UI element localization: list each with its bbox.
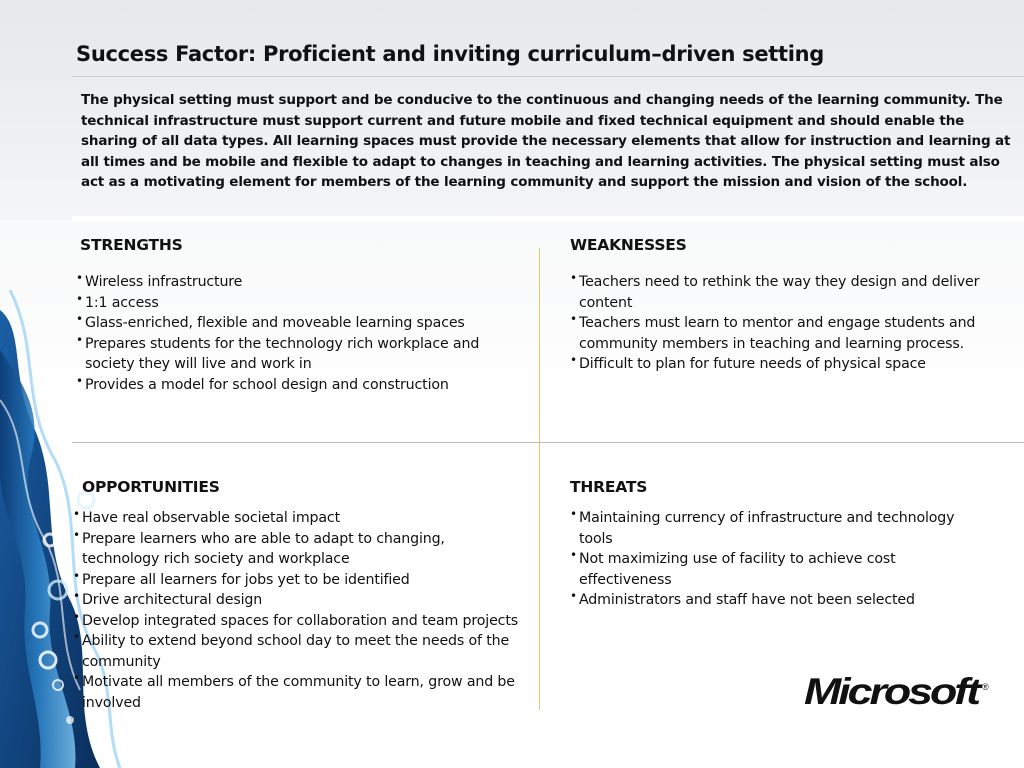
microsoft-logo: [804, 672, 994, 710]
list-item: [570, 272, 990, 313]
bullet-icon: •: [76, 312, 83, 326]
bullet-icon: •: [73, 527, 80, 542]
list-item-text: Ability to extend beyond school day to meet the needs of the community: [82, 633, 510, 670]
list-item: [73, 611, 518, 632]
quadrant-vertical-divider: [539, 248, 540, 710]
bullet-icon: •: [570, 271, 577, 285]
strengths-list: [76, 272, 532, 395]
threats-heading: THREATS: [570, 478, 648, 496]
bullet-icon: •: [73, 589, 80, 603]
slide-title: Success Factor: Proficient and inviting curriculum–driven setting: [76, 42, 825, 66]
bullet-icon: •: [73, 568, 80, 583]
quadrant-horizontal-divider: [72, 442, 1024, 443]
list-item-text: Not maximizing use of facility to achieve cost effectiveness: [579, 551, 896, 588]
list-item-text: Prepares students for the technology rich workplace and society they will live and work in: [85, 335, 480, 372]
list-item: [73, 570, 518, 591]
strengths-heading: STRENGTHS: [80, 236, 183, 254]
list-item: [570, 354, 990, 375]
title-divider: [72, 76, 1024, 77]
list-item: [570, 549, 990, 590]
bullet-icon: •: [76, 373, 83, 388]
bullet-icon: •: [570, 312, 577, 326]
list-item-text: Wireless infrastructure: [85, 274, 243, 290]
bullet-icon: •: [570, 589, 577, 603]
bullet-icon: •: [76, 271, 83, 285]
list-item-text: Prepare learners who are able to adapt to changing, technology rich society and workplace: [82, 530, 445, 567]
bullet-icon: •: [570, 548, 577, 562]
list-item-text: Provides a model for school design and construction: [85, 376, 449, 393]
opportunities-heading: OPPORTUNITIES: [82, 478, 220, 496]
list-item: [570, 313, 990, 354]
list-item: [76, 293, 532, 314]
list-item: [570, 590, 990, 611]
bullet-icon: •: [73, 609, 80, 624]
list-item: [73, 590, 518, 611]
list-item-text: Teachers must learn to mentor and engage students and community members in teaching and learning process.: [579, 315, 976, 352]
logo-wordmark: Microsoft: [804, 672, 984, 710]
bullet-icon: •: [570, 353, 577, 367]
list-item-text: Administrators and staff have not been selected: [579, 592, 915, 608]
list-item-text: Develop integrated spaces for collaboration and team projects: [82, 612, 518, 629]
bullet-icon: •: [73, 507, 80, 521]
list-item: [73, 631, 518, 672]
weaknesses-list: [570, 272, 990, 375]
list-item: [76, 334, 532, 375]
list-item-text: Teachers need to rethink the way they design and deliver content: [579, 274, 980, 311]
list-item-text: Have real observable societal impact: [82, 510, 340, 526]
threats-list: [570, 508, 990, 611]
list-item-text: Maintaining currency of infrastructure and technology tools: [579, 510, 955, 547]
opportunities-list: [73, 508, 518, 713]
list-item-text: 1:1 access: [85, 294, 159, 311]
list-item: [76, 272, 532, 293]
list-item: [73, 672, 518, 713]
list-item: [76, 375, 532, 396]
list-item: [73, 529, 518, 570]
list-item-text: Glass-enriched, flexible and moveable learning spaces: [85, 315, 465, 331]
bullet-icon: •: [76, 291, 83, 306]
registered-mark: ®: [982, 682, 989, 692]
bullet-icon: •: [76, 332, 83, 347]
list-item: [570, 508, 990, 549]
list-item-text: Drive architectural design: [82, 592, 263, 608]
list-item-text: Difficult to plan for future needs of physical space: [579, 356, 926, 372]
list-item-text: Motivate all members of the community to learn, grow and be involved: [82, 674, 515, 711]
list-item: [73, 508, 518, 529]
bullet-icon: •: [73, 671, 80, 685]
bullet-icon: •: [570, 507, 577, 521]
weaknesses-heading: WEAKNESSES: [570, 236, 687, 254]
bullet-icon: •: [73, 630, 80, 644]
list-item: [76, 313, 532, 334]
intro-paragraph: The physical setting must support and be conducive to the continuous and changing needs of the learning community. The technical infrastructure must support current and future mobile and fixed technical equipment and should enable the sharing of all data types. All learning spaces must provide the necessary elements that allow for instruction and learning at all times and be mobile and flexible to adapt to changes in teaching and learning activities. The physical setting must also act as a motivating element for members of the learning community and support the mission and vision of the school.: [81, 92, 1011, 191]
header-separator-bar: [72, 216, 1024, 222]
list-item-text: Prepare all learners for jobs yet to be identified: [82, 571, 410, 588]
